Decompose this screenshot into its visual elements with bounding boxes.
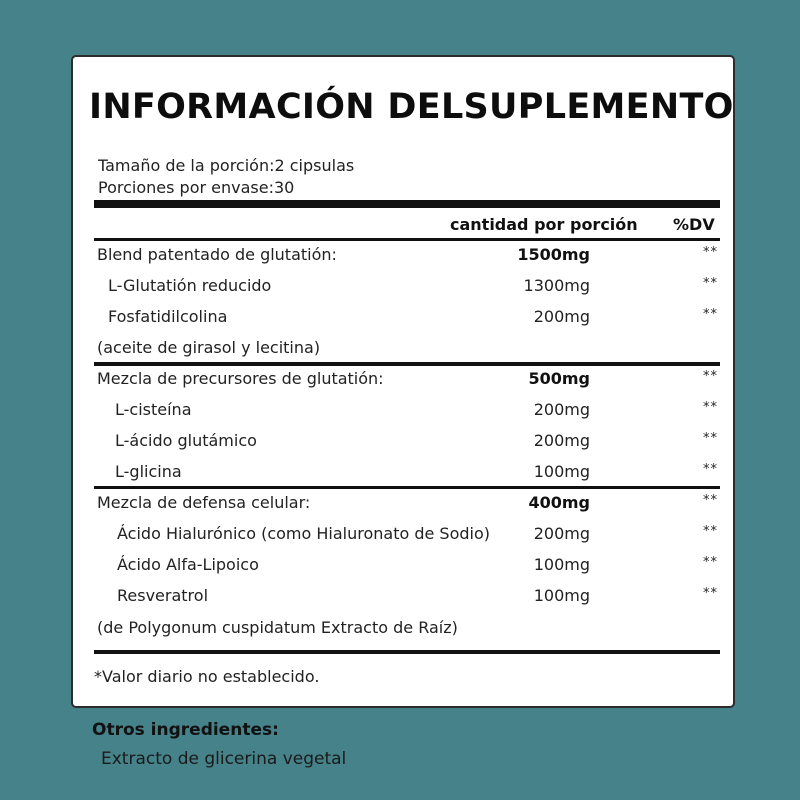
table-row — [73, 276, 733, 300]
ingredient-dv: ** — [703, 307, 718, 322]
table-row — [73, 462, 733, 486]
ingredient-name: L-ácido glutámico — [115, 431, 257, 450]
ingredient-dv: ** — [703, 555, 718, 570]
thick-divider — [94, 200, 720, 208]
ingredient-name: L-glicina — [115, 462, 182, 481]
ingredient-dv: ** — [703, 493, 718, 508]
ingredient-name: Resveratrol — [117, 586, 209, 605]
amount-per-serving-header: cantidad por porción — [450, 215, 638, 234]
ingredient-name: (aceite de girasol y lecitina) — [97, 338, 321, 357]
ingredient-dv: ** — [703, 586, 718, 601]
other-ingredients-text: Extracto de glicerina vegetal — [101, 749, 347, 769]
supplement-facts-panel — [71, 55, 735, 708]
ingredient-amount: 200mg — [533, 400, 590, 419]
serving-size: Tamaño de la porción:2 cipsulas — [98, 156, 355, 175]
ingredient-amount: 1500mg — [517, 245, 590, 264]
ingredient-amount: 400mg — [528, 493, 590, 512]
ingredient-dv: ** — [703, 524, 718, 539]
ingredient-amount: 200mg — [533, 524, 590, 543]
daily-value-footnote: *Valor diario no establecido. — [94, 667, 320, 686]
ingredient-name: L-Glutatión reducido — [108, 276, 272, 295]
ingredient-dv: ** — [703, 276, 718, 291]
table-row — [73, 338, 733, 362]
ingredient-dv: ** — [703, 369, 718, 384]
ingredient-amount: 100mg — [533, 555, 590, 574]
section-divider — [94, 362, 720, 366]
ingredient-name: Mezcla de precursores de glutatión: — [97, 369, 384, 388]
table-row — [73, 307, 733, 331]
bottom-divider — [94, 650, 720, 654]
section-divider — [94, 486, 720, 489]
table-row — [73, 431, 733, 455]
ingredient-amount: 200mg — [533, 431, 590, 450]
other-ingredients-title: Otros ingredientes: — [92, 720, 279, 740]
table-row — [73, 524, 733, 548]
ingredient-name: (de Polygonum cuspidatum Extracto de Raíz) — [97, 618, 458, 637]
table-row — [73, 555, 733, 579]
ingredient-amount: 100mg — [533, 462, 590, 481]
daily-value-header: %DV — [673, 215, 715, 234]
ingredient-amount: 200mg — [533, 307, 590, 326]
table-row — [73, 245, 733, 269]
ingredient-name: Ácido Hialurónico (como Hialuronato de Sodio) — [117, 524, 491, 543]
servings-per-container: Porciones por envase:30 — [98, 178, 295, 197]
ingredient-name: Fosfatidilcolina — [108, 307, 228, 326]
table-row — [73, 400, 733, 424]
ingredient-dv: ** — [703, 400, 718, 415]
table-row — [73, 586, 733, 610]
ingredient-name: Blend patentado de glutatión: — [97, 245, 337, 264]
header-divider — [94, 238, 720, 241]
ingredient-amount: 100mg — [533, 586, 590, 605]
ingredient-name: Ácido Alfa-Lipoico — [117, 555, 259, 574]
table-row — [73, 618, 733, 642]
ingredient-dv: ** — [703, 431, 718, 446]
table-row — [73, 493, 733, 517]
panel-title: INFORMACIÓN DELSUPLEMENTO — [89, 87, 734, 127]
ingredient-amount: 1300mg — [523, 276, 590, 295]
ingredient-name: L-cisteína — [115, 400, 192, 419]
ingredient-amount: 500mg — [528, 369, 590, 388]
table-row — [73, 369, 733, 393]
ingredient-name: Mezcla de defensa celular: — [97, 493, 311, 512]
ingredient-dv: ** — [703, 462, 718, 477]
ingredient-dv: ** — [703, 245, 718, 260]
